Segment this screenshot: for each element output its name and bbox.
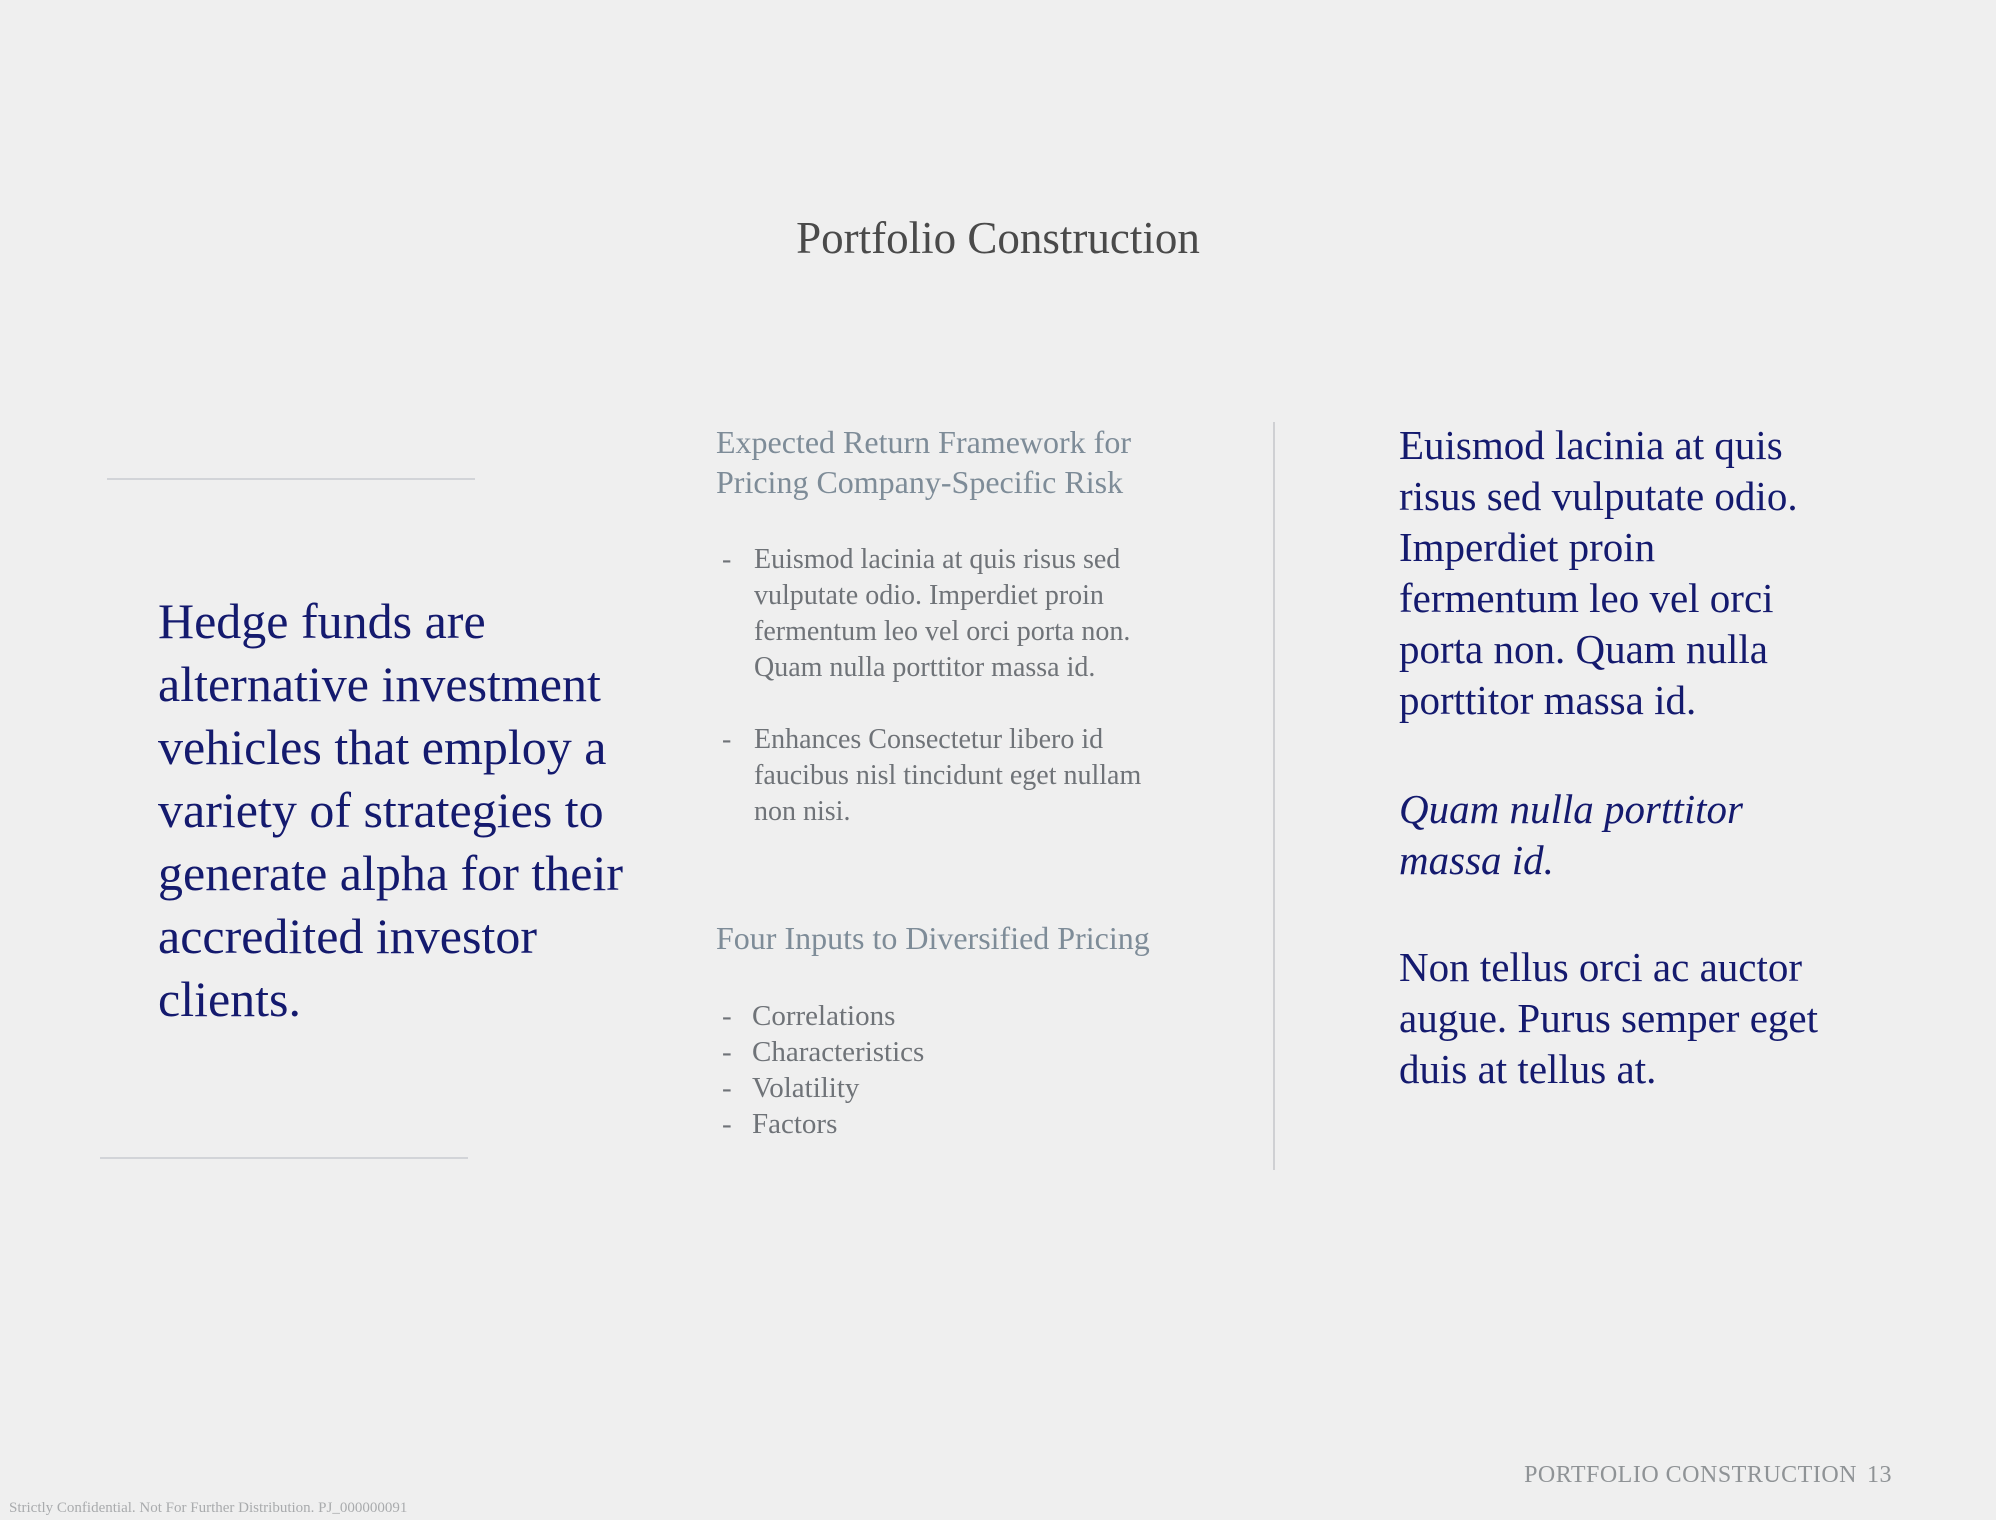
right-column <box>1399 420 1839 1153</box>
list-item <box>716 1034 1186 1070</box>
bullet-text: Volatility <box>752 1072 860 1104</box>
bullet-text: Enhances Consectetur libero id faucibus nisl tincidunt eget nullam non nisi. <box>754 724 1142 827</box>
column-divider <box>1273 422 1275 1170</box>
section-heading-expected-return: Expected Return Framework for Pricing Company-Specific Risk <box>716 424 1131 500</box>
pull-quote-bottom-rule <box>100 1157 468 1159</box>
footer-section-label: PORTFOLIO CONSTRUCTION <box>1524 1462 1857 1488</box>
page-number: 13 <box>1867 1462 1892 1488</box>
list-item <box>716 722 1186 830</box>
footer-page-label <box>1524 1462 1892 1489</box>
bullet-dash: - <box>722 1036 732 1068</box>
bullet-text: Factors <box>752 1108 838 1140</box>
bullet-dash: - <box>722 544 732 575</box>
list-item <box>716 542 1186 686</box>
bullet-dash: - <box>722 1000 732 1032</box>
right-paragraph-italic: Quam nulla porttitor massa id. <box>1399 786 1743 883</box>
bullet-text: Euismod lacinia at quis risus sed vulputate odio. Imperdiet proin fermentum leo vel orci porta non. Quam nulla porttitor massa id. <box>754 544 1131 683</box>
expected-return-bullet-list <box>716 542 1186 866</box>
four-inputs-bullet-list <box>716 998 1186 1142</box>
bullet-dash: - <box>722 1108 732 1140</box>
page-title: Portfolio Construction <box>796 213 1200 263</box>
list-item <box>716 998 1186 1034</box>
bullet-text: Correlations <box>752 1000 896 1032</box>
right-paragraph-3: Non tellus orci ac auctor augue. Purus semper eget duis at tellus at. <box>1399 944 1818 1092</box>
pull-quote-top-rule <box>107 478 475 480</box>
section-heading-four-inputs: Four Inputs to Diversified Pricing <box>716 920 1150 956</box>
confidential-notice: Strictly Confidential. Not For Further Distribution. PJ_000000091 <box>9 1500 408 1516</box>
pull-quote: Hedge funds are alternative investment vehicles that employ a variety of strategies to generate alpha for their accredited investor clients. <box>158 593 624 1027</box>
list-item <box>716 1106 1186 1142</box>
bullet-dash: - <box>722 724 732 755</box>
right-paragraph-1: Euismod lacinia at quis risus sed vulputate odio. Imperdiet proin fermentum leo vel orci porta non. Quam nulla porttitor massa id. <box>1399 422 1798 723</box>
bullet-text: Characteristics <box>752 1036 925 1068</box>
list-item <box>716 1070 1186 1106</box>
bullet-dash: - <box>722 1072 732 1104</box>
